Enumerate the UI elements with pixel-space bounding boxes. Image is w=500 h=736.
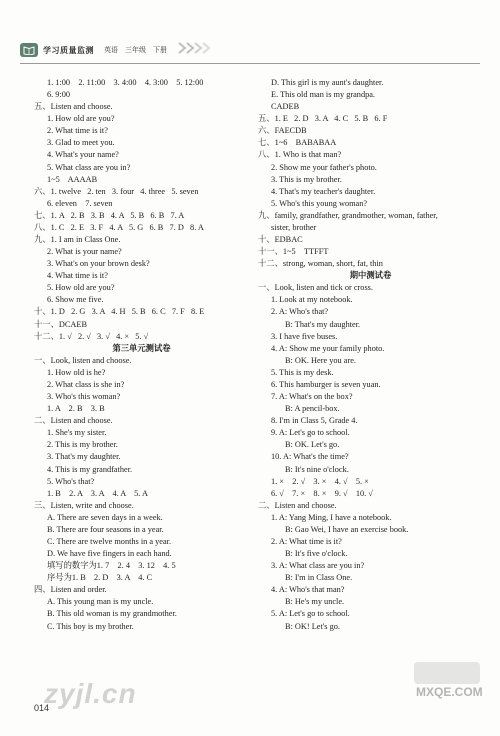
right-line: 6. This hamburger is seven yuan. [271,379,381,389]
left-line: 4. What time is it? [47,271,108,281]
right-line: 十一、1~5 TTFFT [258,247,329,257]
right-line: 3. This is my brother. [271,174,342,184]
right-line: 六、FAECDB [258,126,307,136]
right-line: 二、Listen and choose. [258,500,337,510]
right-line: B: I'm in Class One. [285,573,353,583]
page-header [20,40,211,60]
right-line: 4. That's my teacher's daughter. [271,186,376,196]
left-line: A. This young man is my uncle. [47,597,154,607]
left-line: 1. How old is he? [47,367,106,377]
left-line: 1. She's my sister. [47,428,107,438]
right-line: 八、1. Who is that man? [258,150,342,160]
right-line: 1. × 2. √ 3. × 4. √ 5. × [271,476,369,486]
right-line: CADEB [271,102,300,112]
right-line: 6. √ 7. × 8. × 9. √ 10. √ [271,488,373,498]
left-line: 1. 1:00 2. 11:00 3. 4:00 4. 3:00 5. 12:00 [47,78,204,87]
right-line: D. This girl is my aunt's daughter. [271,78,384,87]
left-line: 2. What is your name? [47,247,122,257]
right-line: 3. I have five buses. [271,331,338,341]
left-line: 3. Glad to meet you. [47,138,115,148]
right-line: B: That's my daughter. [285,319,361,329]
left-line: 十一、DCAEB [34,319,88,329]
left-line: 4. What's your name? [47,150,119,160]
right-line: 5. Who's this young woman? [271,198,368,208]
left-line: B. This old woman is my grandmother. [47,609,177,619]
right-line: 9. A: Let's go to school. [271,428,350,438]
left-line: 6. 9:00 [47,90,71,100]
right-line: B: OK. Let's go. [285,440,340,450]
book-icon [20,43,38,57]
left-line: 十二、1. √ 2. √ 3. √ 4. × 5. √ [34,331,149,341]
left-line: 6. Show me five. [47,295,104,305]
right-line: 7. A: What's on the box? [271,392,353,402]
left-line: C. This boy is my brother. [47,621,134,631]
watermark-left: zyjl.cn [44,678,137,709]
left-line: 3. That's my daughter. [47,452,121,462]
right-line: 10. A: What's the time? [271,452,349,462]
header-term: 下册 [153,47,167,54]
left-line: 九、1. I am in Class One. [34,235,121,245]
left-line: 5. Who's that? [47,476,95,486]
right-line: 1. Look at my notebook. [271,295,353,305]
left-column [34,77,249,633]
left-line: 填写的数字为1. 7 2. 4 3. 12 4. 5 [47,561,176,571]
header-title: 学习质量监测 [43,45,94,55]
left-line: 四、Listen and order. [34,585,107,595]
left-line: 1~5 AAAAB [47,174,98,184]
right-line: 七、1~6 BABABAA [258,138,337,148]
right-line: 一、Look, listen and tick or cross. [258,283,373,293]
watermark-right: MXQE.COM [416,685,483,699]
header-subject: 英语 [104,47,118,54]
header-rule [20,63,480,64]
left-line: 2. What time is it? [47,126,108,136]
left-line: A. There are seven days in a week. [47,512,163,522]
left-line: 七、1. A 2. B 3. B 4. A 5. B 6. B 7. A [34,210,185,220]
right-line: 2. A: What time is it? [271,536,342,546]
watermark-logo [414,662,480,684]
right-line: sister, brother [271,222,317,232]
right-line: B: He's my uncle. [285,597,345,607]
right-line: 8. I'm in Class 5, Grade 4. [271,416,358,426]
left-line: D. We have five fingers in each hand. [47,549,172,559]
left-line: B. There are four seasons in a year. [47,524,164,534]
right-line: B: OK! Let's go. [285,621,340,631]
left-line: 1. A 2. B 3. B [47,404,105,414]
left-line: 八、1. C 2. E 3. F 4. A 5. G 6. B 7. D 8. A [34,222,204,232]
left-line: 2. This is my brother. [47,440,118,450]
right-line: B: OK. Here you are. [285,355,356,365]
right-line: 五、1. E 2. D 3. A 4. C 5. B 6. F [258,114,388,124]
right-line: 5. A: Let's go to school. [271,609,350,619]
left-line: 二、Listen and choose. [34,416,113,426]
right-line: 3. A: What class are you in? [271,561,365,571]
right-line: 4. A: Who's that man? [271,585,345,595]
right-line: B: A pencil-box. [285,404,340,414]
left-line: 3. What's on your brown desk? [47,259,150,269]
left-line: 5. What class are you in? [47,162,131,172]
chevron-right-icon [177,41,211,59]
left-line: 5. How old are you? [47,283,115,293]
right-line: 九、family, grandfather, grandmother, woman, father, [258,210,438,220]
right-line: B: Gao Wei, I have an exercise book. [285,524,409,534]
right-line: 1. A: Yang Ming, I have a notebook. [271,512,392,522]
right-line: 4. A: Show me your family photo. [271,343,385,353]
left-line: 一、Look, listen and choose. [34,355,132,365]
page-number: 014 [34,703,50,713]
right-line: 十、EDBAC [258,235,303,245]
left-line: 五、Listen and choose. [34,102,113,112]
right-line: 十二、strong, woman, short, fat, thin [258,259,383,269]
right-line: B: It's nine o'clock. [285,464,349,474]
left-line: 3. Who's this woman? [47,392,121,402]
right-line: 2. A: Who's that? [271,307,329,317]
right-line: 2. Show me your father's photo. [271,162,377,172]
right-line: E. This old man is my grandpa. [271,90,376,100]
right-line: B: It's five o'clock. [285,549,348,559]
right-line: 期中测试卷 [349,271,392,281]
right-column [258,77,483,633]
left-line: 1. How old are you? [47,114,115,124]
left-line: 2. What class is she in? [47,379,125,389]
header-grade: 三年级 [125,47,146,54]
left-line: 序号为1. B 2. D 3. A 4. C [47,573,153,583]
right-line: 5. This is my desk. [271,367,334,377]
left-line: C. There are twelve months in a year. [47,536,172,546]
left-line: 4. This is my grandfather. [47,464,133,474]
left-line: 三、Listen, write and choose. [34,500,134,510]
left-line: 第三单元测试卷 [112,343,171,353]
left-line: 6. eleven 7. seven [47,198,113,208]
left-line: 十、1. D 2. G 3. A 4. H 5. B 6. C 7. F 8. E [34,307,205,317]
left-line: 六、1. twelve 2. ten 3. four 4. three 5. seven [34,186,199,196]
left-line: 1. B 2. A 3. A 4. A 5. A [47,488,148,498]
